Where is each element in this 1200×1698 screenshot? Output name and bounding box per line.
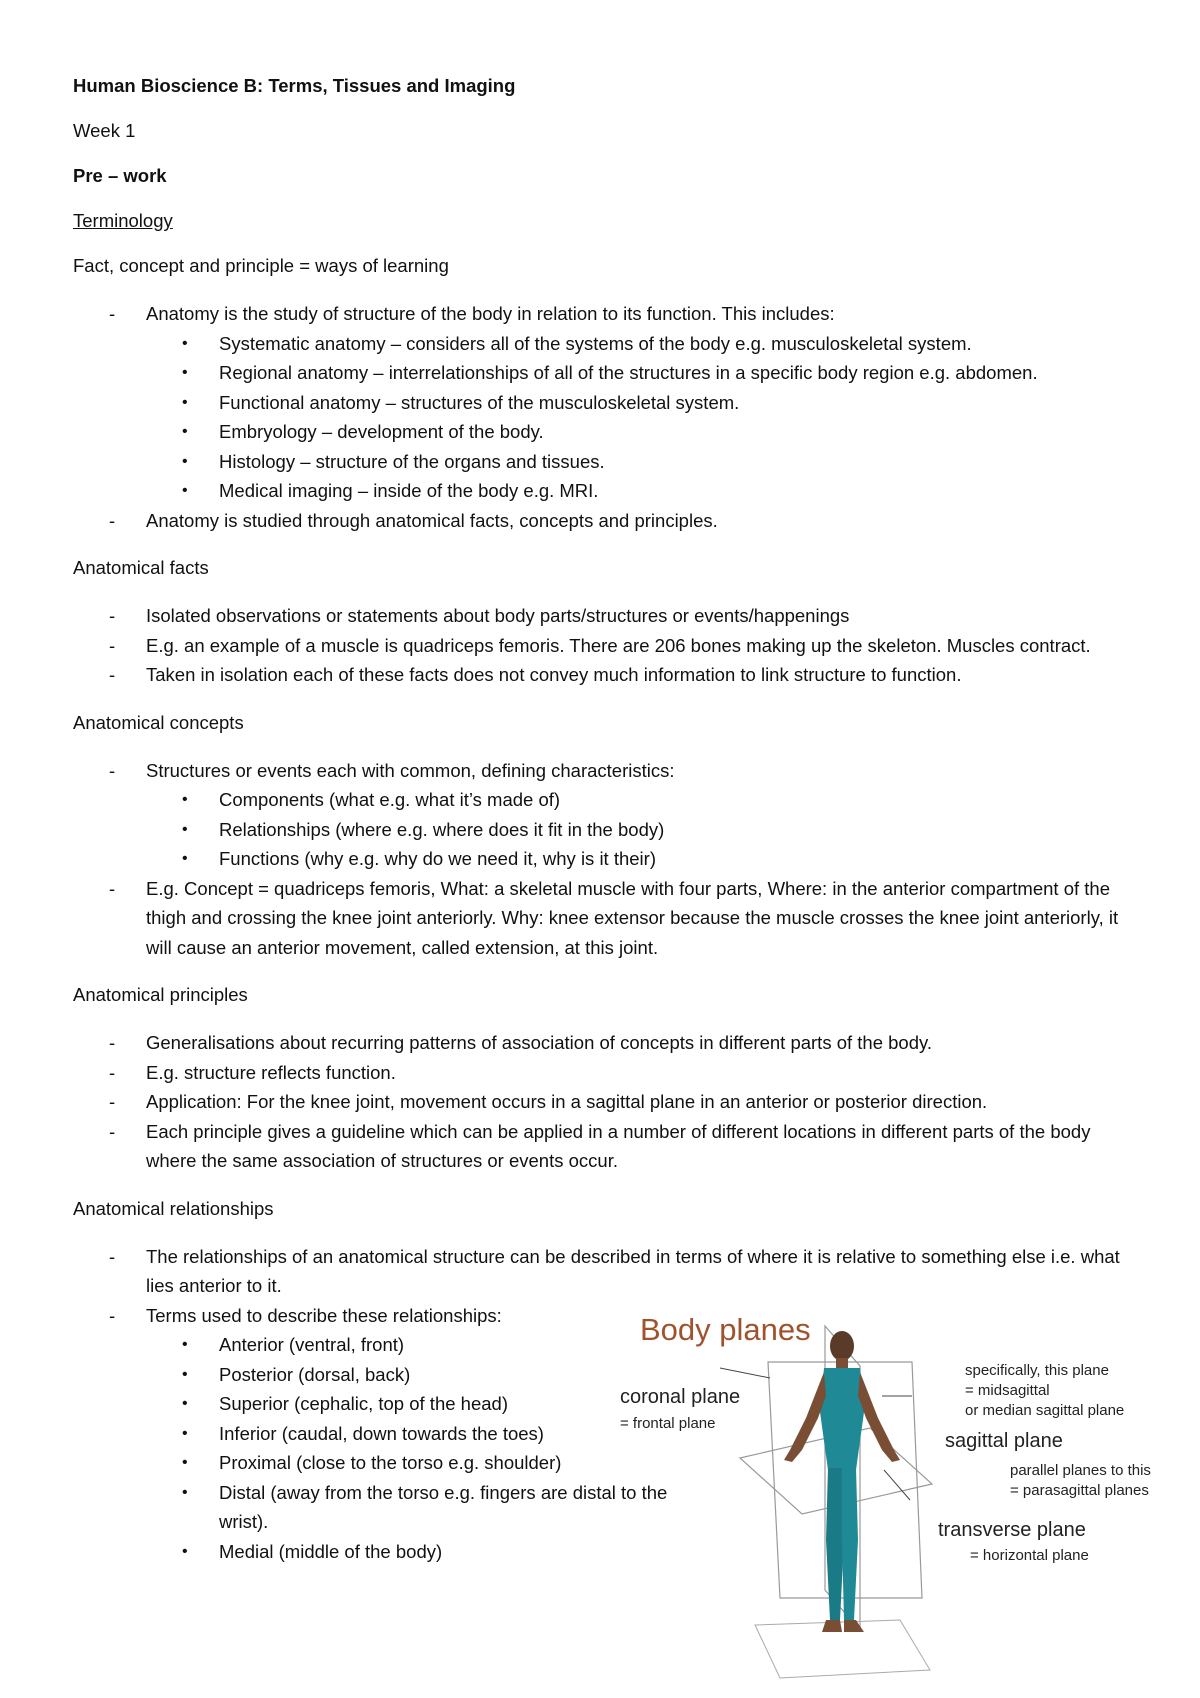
concepts-sublist: [146, 785, 1133, 874]
list-item: - Generalisations about recurring patterns of association of concepts in different parts of the body.: [73, 1028, 1133, 1058]
body-planes-illustration: [720, 1326, 932, 1678]
anatomy-list: [73, 299, 1133, 535]
list-item: • Anterior (ventral, front): [146, 1330, 696, 1360]
facts-heading: Anatomical facts: [73, 557, 209, 578]
dash-marker: -: [109, 664, 116, 685]
parasagittal-note-2: = parasagittal planes: [1010, 1482, 1149, 1499]
list-item: - Anatomy is studied through anatomical facts, concepts and principles.: [73, 506, 1133, 536]
list-item: - Terms used to describe these relationships: • Anterior (ventral, front) • Posterior (dorsal, back) • Superior (cephalic, top of the head) • Inferior (caudal, down towards the toes) • Proximal (close to the torso e.g. shoulder) • Distal (away from the torso e.g. fingers are distal to the wrist). • Medial (middle of the body): [73, 1301, 696, 1567]
floor-outline: [755, 1620, 930, 1678]
dash-marker: -: [109, 303, 116, 324]
coronal-plane-label: coronal plane: [620, 1386, 741, 1408]
list-item: - Anatomy is the study of structure of the body in relation to its function. This includes: • Systematic anatomy – considers all of the systems of the body e.g. musculoskeletal system. • Regional anatomy – interrelationships of all of the structures in a specific body region e.g. abdomen. • Functional anatomy – structures of the musculoskeletal system. • Embryology – development of the body. • Histology – structure of the organs and tissues. • Medical imaging – inside of the body e.g. MRI.: [73, 299, 1133, 506]
dash-marker: -: [109, 634, 116, 656]
list-item: • Relationships (where e.g. where does it fit in the body): [146, 815, 1133, 845]
transverse-plane-label: transverse plane: [938, 1519, 1086, 1541]
bullet-marker: •: [182, 1454, 188, 1471]
prework-heading: Pre – work: [73, 165, 167, 186]
dash-marker: -: [109, 877, 116, 899]
body-planes-figure: [620, 1300, 1195, 1690]
bullet-marker: •: [182, 452, 188, 470]
bullet-marker: •: [182, 423, 188, 440]
bullet-marker: •: [182, 482, 188, 499]
list-item: • Proximal (close to the torso e.g. shoulder): [146, 1448, 696, 1478]
midsagittal-note-3: or median sagittal plane: [965, 1402, 1125, 1419]
list-item: - E.g. Concept = quadriceps femoris, What: a skeletal muscle with four parts, Where: in the anterior compartment of the thigh and crossing the knee joint anteriorly. Why: knee extensor because the muscle crosses the knee joint anteriorly, it will cause an anterior movement, called extension, at this joint.: [73, 874, 1133, 963]
list-item: • Histology – structure of the organs and tissues.: [146, 447, 1133, 477]
dash-marker: -: [109, 1032, 116, 1053]
terminology-heading: Terminology: [73, 210, 173, 231]
concepts-list: [73, 756, 1133, 963]
principles-heading: Anatomical principles: [73, 984, 248, 1005]
frontal-plane-label: = frontal plane: [620, 1415, 716, 1432]
list-item: • Superior (cephalic, top of the head): [146, 1389, 696, 1419]
bullet-marker: •: [182, 1542, 188, 1560]
bullet-marker: •: [182, 1336, 188, 1353]
list-item: - Isolated observations or statements about body parts/structures or events/happenings: [73, 601, 1133, 631]
list-item: - Application: For the knee joint, movement occurs in a sagittal plane in an anterior or posterior direction.: [73, 1087, 1133, 1117]
week-label: Week 1: [73, 120, 136, 141]
list-item: • Components (what e.g. what it’s made of): [146, 785, 1133, 815]
dash-marker: -: [109, 605, 116, 626]
bullet-marker: •: [182, 393, 188, 411]
human-figure: [784, 1331, 900, 1632]
bullet-marker: •: [182, 1395, 188, 1412]
bullet-marker: •: [182, 334, 188, 352]
document-title: Human Bioscience B: Terms, Tissues and Imaging: [73, 75, 516, 96]
list-item: - Each principle gives a guideline which can be applied in a number of different locations in different parts of the body where the same association of structures or events occur.: [73, 1117, 1133, 1176]
midsagittal-note-1: specifically, this plane: [965, 1362, 1109, 1379]
figure-title: Body planes: [640, 1312, 811, 1347]
bullet-marker: •: [182, 364, 188, 381]
list-item: • Functions (why e.g. why do we need it, why is it their): [146, 844, 1133, 874]
bullet-marker: •: [182, 850, 188, 867]
dash-marker: -: [109, 1245, 116, 1267]
bullet-marker: •: [182, 1424, 188, 1442]
midsagittal-note-2: = midsagittal: [965, 1382, 1050, 1399]
anatomy-sublist: [146, 329, 1133, 506]
relationships-heading: Anatomical relationships: [73, 1197, 274, 1219]
parasagittal-note-1: parallel planes to this: [1010, 1462, 1151, 1479]
list-item: - The relationships of an anatomical structure can be described in terms of where it is relative to something else i.e. what lies anterior to it.: [73, 1242, 1133, 1301]
list-item: - Taken in isolation each of these facts does not convey much information to link structure to function.: [73, 660, 1133, 690]
transverse-pointer: [884, 1470, 910, 1500]
dash-marker: -: [109, 509, 116, 531]
list-item: • Medical imaging – inside of the body e.g. MRI.: [146, 476, 1133, 506]
intro-text: Fact, concept and principle = ways of learning: [73, 255, 449, 276]
list-item: - E.g. an example of a muscle is quadriceps femoris. There are 206 bones making up the skeleton. Muscles contract.: [73, 631, 1133, 661]
dash-marker: -: [109, 1091, 116, 1112]
list-item: • Regional anatomy – interrelationships of all of the structures in a specific body region e.g. abdomen.: [146, 358, 1133, 388]
relationships-sublist: [146, 1330, 696, 1566]
bullet-marker: •: [182, 1483, 188, 1501]
list-item: • Embryology – development of the body.: [146, 417, 1133, 447]
principles-list: [73, 1028, 1133, 1176]
dash-marker: -: [109, 759, 116, 781]
list-item: • Inferior (caudal, down towards the toes): [146, 1419, 696, 1449]
dash-marker: -: [109, 1120, 116, 1142]
list-item: - E.g. structure reflects function.: [73, 1058, 1133, 1088]
dash-marker: -: [109, 1304, 116, 1326]
list-item: - Structures or events each with common, defining characteristics: • Components (what e.g. what it’s made of) • Relationships (where e.g. where does it fit in the body) • Functions (why e.g. why do we need it, why is it their): [73, 756, 1133, 874]
bullet-marker: •: [182, 791, 188, 808]
list-item: • Systematic anatomy – considers all of the systems of the body e.g. musculoskeletal system.: [146, 329, 1133, 359]
list-item: • Posterior (dorsal, back): [146, 1360, 696, 1390]
bullet-marker: •: [182, 1365, 188, 1383]
bullet-marker: •: [182, 820, 188, 838]
dash-marker: -: [109, 1061, 116, 1083]
list-item: • Functional anatomy – structures of the musculoskeletal system.: [146, 388, 1133, 418]
list-item: • Distal (away from the torso e.g. fingers are distal to the wrist).: [146, 1478, 696, 1537]
coronal-pointer: [720, 1368, 770, 1378]
horizontal-plane-label: = horizontal plane: [970, 1547, 1089, 1564]
concepts-heading: Anatomical concepts: [73, 711, 244, 733]
facts-list: [73, 601, 1133, 690]
sagittal-plane-label: sagittal plane: [945, 1430, 1063, 1452]
list-item: • Medial (middle of the body): [146, 1537, 696, 1567]
